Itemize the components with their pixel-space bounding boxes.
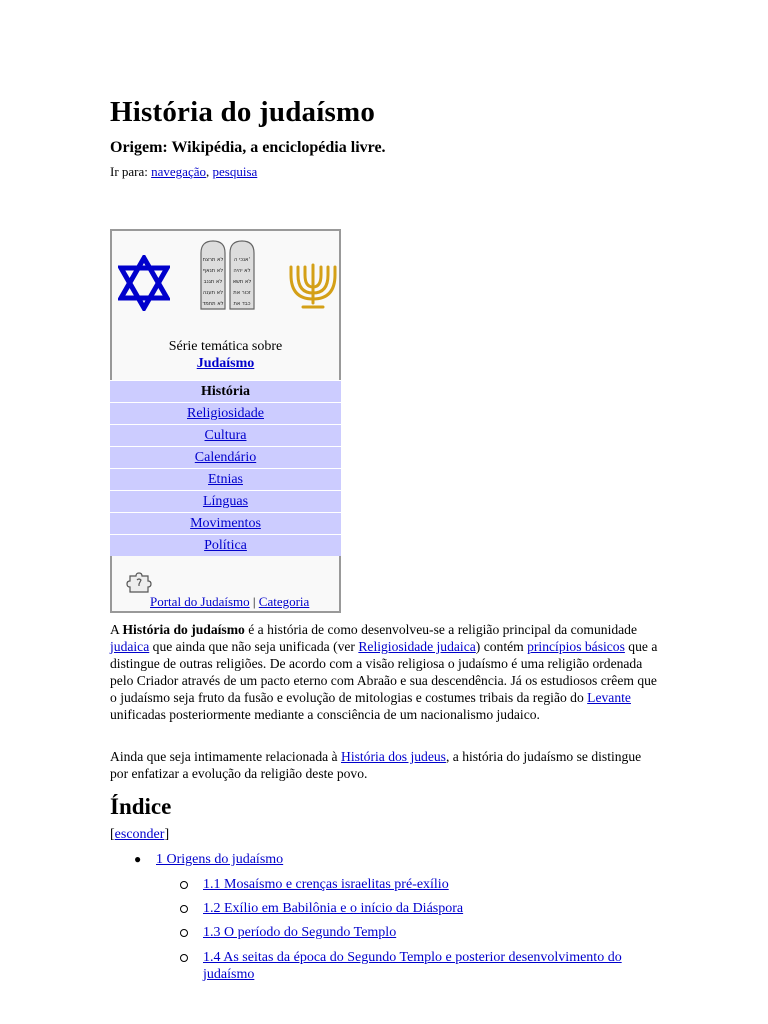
toc-subitem — [203, 876, 663, 893]
infobox-item-historia: História — [110, 380, 341, 402]
infobox-item-cultura — [110, 424, 341, 446]
infobox-item-calendario — [110, 446, 341, 468]
series-label: Série temática sobre — [168, 339, 283, 354]
toc-link[interactable]: 1.1 Mosaísmo e crenças israelitas pré-exílio — [203, 877, 449, 892]
toc-link[interactable]: 1.2 Exílio em Babilônia e o início da Diáspora — [203, 901, 464, 916]
infobox-link[interactable]: Calendário — [194, 450, 257, 465]
tablet-line: זכור את — [233, 290, 251, 296]
tablet-line: לא יהיה — [233, 268, 251, 274]
navigation-link[interactable]: navegação — [151, 164, 206, 179]
religiosidade-judaica-link[interactable]: Religiosidade judaica — [358, 639, 476, 654]
page-title: História do judaísmo — [110, 96, 376, 128]
tablet-line: לא תגנב — [203, 279, 223, 285]
tablet-line: לא תשא — [232, 279, 252, 285]
circle-bullet-icon — [180, 954, 188, 962]
bracket: [ — [110, 827, 115, 842]
toc-subitem — [203, 924, 663, 941]
origin-line: Origem: Wikipédia, a enciclopédia livre. — [110, 139, 386, 156]
text: unificadas posteriormente mediante a consciência de um nacionalismo judaico. — [110, 707, 540, 722]
text: Ainda que seja intimamente relacionada à — [110, 749, 341, 764]
toc-subitem — [203, 900, 663, 917]
principios-basicos-link[interactable]: princípios básicos — [527, 639, 625, 654]
infobox-item-politica — [110, 534, 341, 556]
puzzle-portal-icon[interactable] — [126, 572, 152, 594]
infobox-link[interactable]: Política — [204, 538, 247, 553]
text: que a distingue de outras religiões. De acordo com a visão religiosa o judaísmo é uma religião ordenada pelo Criador através de um pacto eterno com Abraão e sua descendência. Já os estudiosos crêem que o judaísmo seja fruto da fusão e evolução de mitologias e costumes tribais da região do — [110, 639, 658, 705]
tablet-line: לא תנאף — [202, 268, 224, 274]
text: é a história de como desenvolveu-se a religião principal da comunidade — [244, 622, 638, 637]
judaica-link[interactable]: judaica — [110, 639, 150, 654]
tablet-line: לא תרצח — [202, 257, 224, 263]
jump-prefix: Ir para: — [110, 164, 152, 179]
infobox-link[interactable]: Movimentos — [190, 516, 261, 531]
toc-heading: Índice — [110, 794, 172, 819]
toc-link[interactable]: 1.3 O período do Segundo Templo — [203, 925, 397, 940]
jump-links — [110, 164, 257, 180]
star-of-david-icon — [118, 255, 170, 311]
toc-toggle — [110, 827, 169, 843]
infobox-item-religiosidade — [110, 402, 341, 424]
tablet-line: לא תענה — [202, 290, 224, 296]
menorah-icon — [287, 261, 339, 311]
tablet-line: כבד את — [233, 301, 251, 307]
portal-link[interactable]: Portal do Judaísmo — [150, 594, 250, 609]
tablet-line: אנכי ה' — [234, 257, 250, 263]
circle-bullet-icon — [180, 905, 188, 913]
toc-item — [134, 851, 284, 868]
text: A — [110, 622, 123, 637]
infobox-item-movimentos — [110, 512, 341, 534]
circle-bullet-icon — [180, 881, 188, 889]
toc-link[interactable]: 1.4 As seitas da época do Segundo Templo e posterior desenvolvimento do judaísmo — [203, 950, 622, 982]
toc-subitem — [203, 949, 663, 983]
search-link[interactable]: pesquisa — [212, 164, 258, 179]
ten-commandments-tablets-icon[interactable] — [198, 239, 260, 311]
infobox-link[interactable]: Cultura — [204, 428, 247, 443]
infobox-link[interactable]: Línguas — [202, 494, 249, 509]
infobox-series — [110, 338, 341, 372]
infobox-item-etnias — [110, 468, 341, 490]
levante-link[interactable]: Levante — [587, 690, 631, 705]
portal-links — [150, 594, 309, 610]
bullet-icon: ● — [134, 852, 142, 866]
portal-sep: | — [249, 594, 259, 609]
text: ) contém — [475, 639, 528, 654]
jump-sep: , — [206, 164, 213, 179]
bracket: ] — [164, 827, 170, 842]
category-link[interactable]: Categoria — [258, 594, 310, 609]
judaism-link[interactable]: Judaísmo — [196, 356, 255, 371]
infobox-link[interactable]: Etnias — [208, 472, 243, 487]
intro-paragraph — [110, 621, 658, 723]
toc-link[interactable]: 1 Origens do judaísmo — [156, 852, 284, 867]
circle-bullet-icon — [180, 929, 188, 937]
text: , a história do judaísmo se distingue por enfatizar a evolução da religião deste povo. — [110, 749, 642, 781]
hide-toc-link[interactable]: esconder — [114, 827, 165, 842]
bold-term: História do judaísmo — [122, 622, 245, 637]
tablet-line: לא תחמד — [202, 301, 224, 307]
infobox-link[interactable]: Religiosidade — [187, 406, 264, 421]
historia-dos-judeus-link[interactable]: História dos judeus — [341, 749, 446, 764]
text: que ainda que não seja unificada (ver — [149, 639, 359, 654]
infobox-nav-list — [110, 380, 341, 556]
infobox-footer — [110, 570, 341, 612]
infobox-item-linguas — [110, 490, 341, 512]
second-paragraph — [110, 748, 658, 782]
